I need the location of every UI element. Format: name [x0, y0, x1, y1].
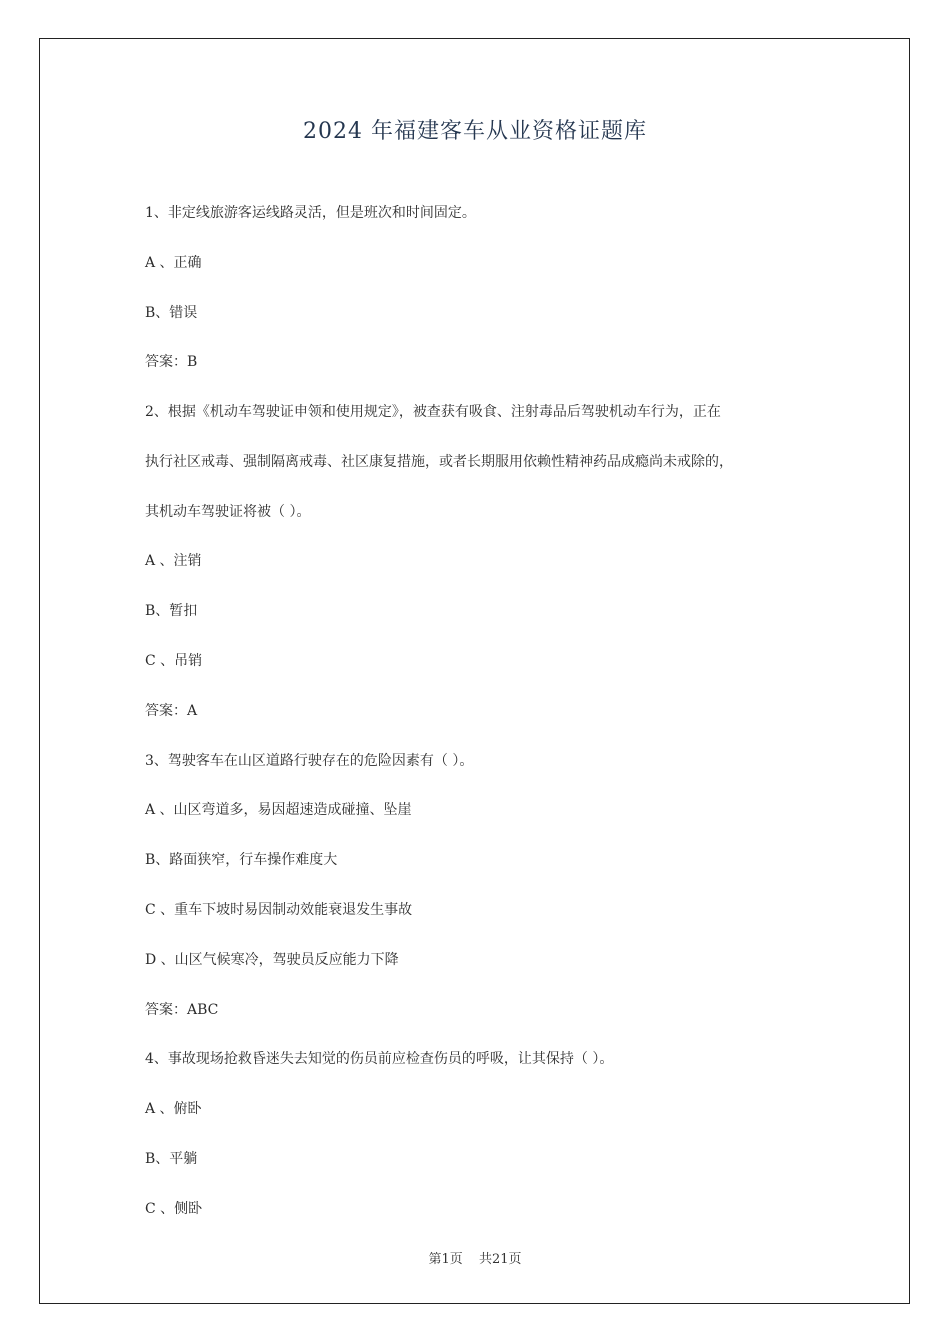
option-line: D 、山区气候寒冷，驾驶员反应能力下降	[145, 952, 399, 968]
document-title: 2024 年福建客车从业资格证题库	[303, 119, 647, 144]
page-number: 第1页	[428, 1252, 463, 1267]
option-line: C 、重车下坡时易因制动效能衰退发生事故	[145, 902, 413, 918]
option-line: B、路面狭窄，行车操作难度大	[145, 852, 338, 868]
option-line: B、暂扣	[145, 603, 198, 619]
answer-line: 答案：B	[145, 354, 198, 370]
question-3-text: 3、驾驶客车在山区道路行驶存在的危险因素有（ ）。	[145, 753, 474, 769]
question-2-text: 执行社区戒毒、强制隔离戒毒、社区康复措施，或者长期服用依赖性精神药品成瘾尚未戒除的，	[145, 454, 733, 470]
page-footer	[0, 1248, 950, 1267]
question-1-text: 1、非定线旅游客运线路灵活，但是班次和时间固定。	[145, 205, 476, 221]
option-line: A 、山区弯道多，易因超速造成碰撞、坠崖	[145, 802, 412, 818]
question-2-text: 其机动车驾驶证将被（ ）。	[145, 504, 311, 520]
option-line: A 、注销	[145, 553, 202, 569]
option-line: B、错误	[145, 305, 198, 321]
option-line: B、平躺	[145, 1151, 198, 1167]
answer-line: 答案：ABC	[145, 1002, 219, 1018]
answer-line: 答案：A	[145, 703, 198, 719]
question-4-text: 4、事故现场抢救昏迷失去知觉的伤员前应检查伤员的呼吸，让其保持（ ）。	[145, 1051, 614, 1067]
option-line: A 、俯卧	[145, 1101, 202, 1117]
page-total: 共21页	[478, 1252, 522, 1267]
option-line: C 、吊销	[145, 653, 203, 669]
question-2-text: 2、根据《机动车驾驶证申领和使用规定》，被查获有吸食、注射毒品后驾驶机动车行为，正在	[145, 404, 721, 420]
option-line: C 、侧卧	[145, 1201, 203, 1217]
option-line: A 、正确	[145, 255, 202, 271]
